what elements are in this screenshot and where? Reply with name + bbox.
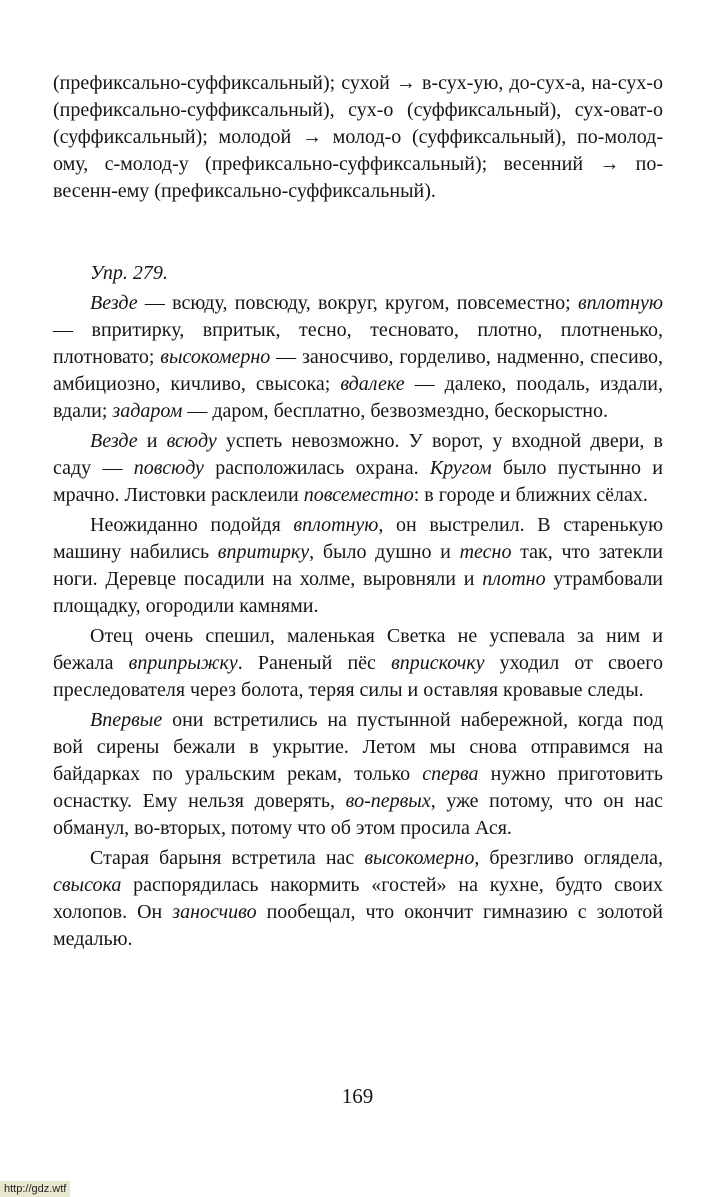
exercise-paragraph xyxy=(53,707,663,842)
italic-word: заносчиво xyxy=(172,901,257,923)
italic-word: Везде xyxy=(90,292,138,314)
text-run: так, что затекли ноги. Деревце посадили на холме, выровняли и xyxy=(53,541,663,590)
text-run: , было душно и xyxy=(309,541,460,563)
text-run: , уже потому, что он нас обманул, во-вторых, потому что об этом просила Ася. xyxy=(53,790,663,839)
text-run: — далеко, поодаль, издали, вдали; xyxy=(53,373,664,422)
italic-word: свысока xyxy=(53,874,122,896)
text-run: Старая барыня встретила нас xyxy=(90,847,365,869)
italic-word: высокомерно xyxy=(160,346,271,368)
italic-word: вприскочку xyxy=(391,652,485,674)
exercise-paragraph xyxy=(53,623,663,704)
text-run: нужно приготовить оснастку. Ему нельзя доверять, xyxy=(53,763,664,812)
italic-word: плотно xyxy=(482,568,546,590)
text-run: , брезгливо оглядела, xyxy=(474,847,664,869)
italic-word: вдалеке xyxy=(340,373,405,395)
watermark-link[interactable]: http://gdz.wtf xyxy=(0,1181,70,1197)
exercise-title: Упр. 279. xyxy=(90,262,168,284)
text-run: успеть невозможно. У ворот, у входной двери, в саду — xyxy=(53,430,664,479)
italic-word: тесно xyxy=(459,541,512,563)
text-run: утрамбовали площадку, огородили камнями. xyxy=(53,568,664,617)
text-run: и xyxy=(137,430,167,452)
italic-word: сперва xyxy=(422,763,479,785)
text-run: — заносчиво, горделиво, надменно, спесиво, амбициозно, кичливо, свысока; xyxy=(53,346,664,395)
text-run: — всюду, повсюду, вокруг, кругом, повсеместно; xyxy=(137,292,578,314)
italic-word: вплотную xyxy=(293,514,379,536)
italic-word: задаром xyxy=(112,400,183,422)
text-run: они встретились на пустынной набережной, когда под вой сирены бежали в укрытие. Летом мы снова отправимся на байдарках по уральским рекам, только xyxy=(53,709,663,785)
page-body xyxy=(53,70,663,956)
italic-word: Кругом xyxy=(429,457,492,479)
text-run: . Раненый пёс xyxy=(237,652,392,674)
text-run: пообещал, что окончит гимназию с золотой медалью. xyxy=(53,901,663,950)
italic-word: вплотную xyxy=(578,292,663,314)
exercise-paragraph xyxy=(53,428,663,509)
text-run: , он выстрелил. В старенькую машину набились xyxy=(53,514,664,563)
italic-word: вприпрыжку xyxy=(128,652,238,674)
italic-word: повсюду xyxy=(133,457,204,479)
text-run: — впритирку, впритык, тесно, тесновато, плотно, плотненько, плотновато; xyxy=(53,319,663,368)
text-run: было пустынно и мрачно. Листовки расклеили xyxy=(53,457,663,506)
text-run: Неожиданно подойдя xyxy=(90,514,294,536)
text-run: : в городе и ближних сёлах. xyxy=(413,484,648,506)
text-run: Отец очень спешил, маленькая Светка не успевала за ним и бежала xyxy=(53,625,663,674)
italic-word: высокомерно xyxy=(364,847,475,869)
exercise-paragraphs xyxy=(53,290,663,953)
italic-word: повсеместно xyxy=(303,484,414,506)
italic-word: всюду xyxy=(166,430,217,452)
page-number: 169 xyxy=(341,1084,374,1108)
italic-word: Впервые xyxy=(90,709,163,731)
text-run: распорядилась накормить «гостей» на кухне, будто своих холопов. Он xyxy=(53,874,663,923)
continuation-paragraph: (префиксально-суффиксальный); сухой → в-сух-ую, до-сух-а, на-сух-о (префиксально-суффиксальный), сух-о (суффиксальный), сух-оват-о (суффиксальный); молодой → молод-о (суффиксальный), по-молод-ому, с-молод-у (префиксально-суффиксальный); весенний → по-весенн-ему (префиксально-суффиксальный). xyxy=(53,72,663,202)
italic-word: во-первых xyxy=(345,790,431,812)
italic-word: Везде xyxy=(90,430,138,452)
exercise-paragraph xyxy=(53,512,663,620)
italic-word: впритирку xyxy=(217,541,310,563)
text-run: расположилась охрана. xyxy=(203,457,430,479)
text-run: уходил от своего преследователя через болота, теряя силы и оставляя кровавые следы. xyxy=(53,652,663,701)
exercise-paragraph xyxy=(53,845,663,953)
text-run: — даром, бесплатно, безвозмездно, бескорыстно. xyxy=(182,400,608,422)
exercise-paragraph xyxy=(53,290,663,425)
